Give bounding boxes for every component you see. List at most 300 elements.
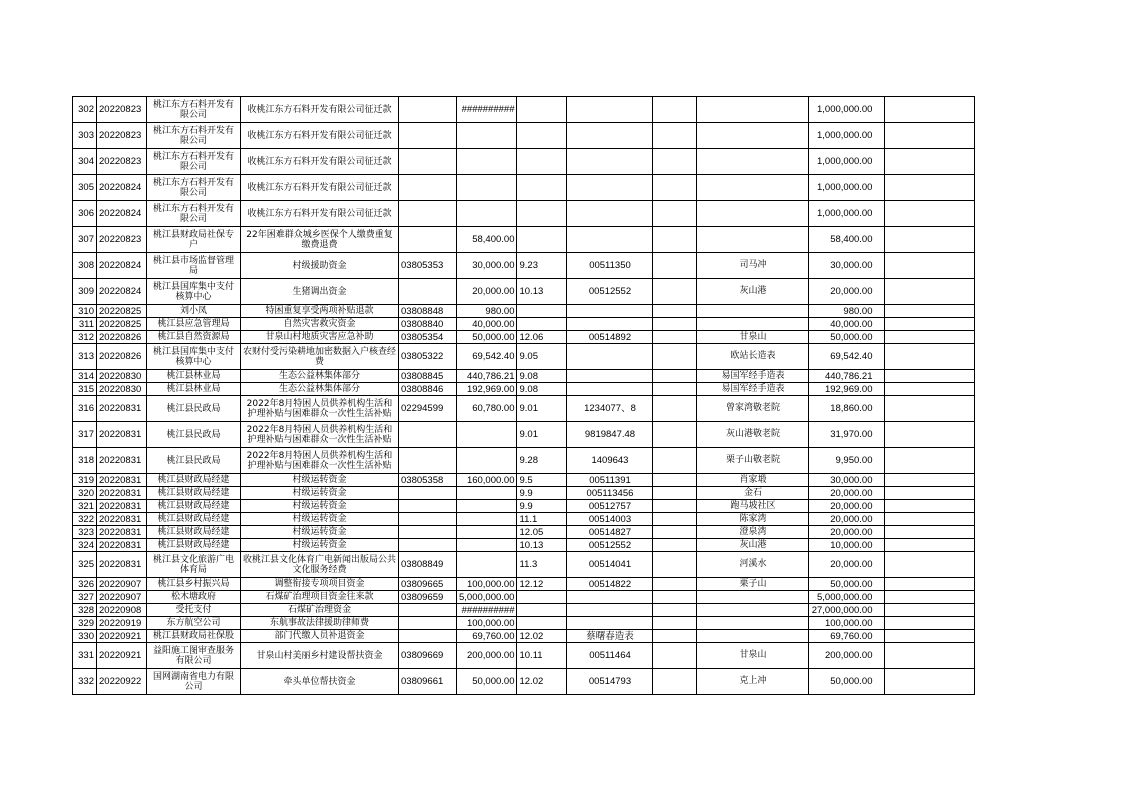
cell-summary: 村级运转资金 [241, 474, 399, 487]
table-row [73, 539, 975, 552]
cell-empty [653, 552, 697, 578]
cell-paid: 18,860.00 [809, 396, 885, 422]
cell-no: 309 [73, 279, 97, 305]
cell-d [517, 149, 567, 175]
table-row [73, 201, 975, 227]
cell-summary: 生猪调出资金 [241, 279, 399, 305]
cell-date: 20220831 [97, 448, 147, 474]
cell-voucher [399, 279, 457, 305]
cell-bill [567, 604, 653, 617]
cell-payee: 易国军经手造表 [697, 383, 809, 396]
cell-summary: 村级运转资金 [241, 513, 399, 526]
cell-date: 20220907 [97, 591, 147, 604]
cell-empty [653, 422, 697, 448]
cell-bill: 00512757 [567, 500, 653, 513]
cell-summary: 调整衔接专项项目资金 [241, 578, 399, 591]
cell-amount: 60,780.00 [457, 396, 517, 422]
cell-empty [885, 370, 975, 383]
cell-no: 303 [73, 123, 97, 149]
cell-d [517, 123, 567, 149]
cell-d [517, 591, 567, 604]
cell-summary: 甘泉山村美丽乡村建设帮扶资金 [241, 643, 399, 669]
cell-voucher [399, 487, 457, 500]
cell-paid: 20,000.00 [809, 513, 885, 526]
table-row [73, 149, 975, 175]
cell-name: 桃江县财政局社保专户 [147, 227, 241, 253]
cell-name: 桃江县乡村振兴局 [147, 578, 241, 591]
cell-d: 9.05 [517, 344, 567, 370]
cell-payee [697, 123, 809, 149]
cell-d: 12.02 [517, 630, 567, 643]
cell-summary: 部门代缴人员补退资金 [241, 630, 399, 643]
cell-empty [653, 669, 697, 695]
cell-summary: 村级运转资金 [241, 539, 399, 552]
cell-empty [885, 591, 975, 604]
cell-voucher [399, 448, 457, 474]
cell-summary: 收桃江东方石料开发有限公司征迁款 [241, 97, 399, 123]
cell-bill: 00512552 [567, 539, 653, 552]
cell-paid: 200,000.00 [809, 643, 885, 669]
cell-empty [885, 305, 975, 318]
cell-summary: 农财付受污染耕地加密数据入户核查经费 [241, 344, 399, 370]
cell-empty [885, 318, 975, 331]
cell-name: 桃江县财政局经建 [147, 526, 241, 539]
cell-summary: 特困重复享受两项补贴退款 [241, 305, 399, 318]
cell-summary: 收桃江东方石料开发有限公司征迁款 [241, 123, 399, 149]
table-row [73, 344, 975, 370]
cell-empty [653, 227, 697, 253]
table-row [73, 331, 975, 344]
cell-date: 20220823 [97, 149, 147, 175]
cell-name: 桃江县林业局 [147, 370, 241, 383]
cell-bill: 00514003 [567, 513, 653, 526]
cell-paid: 30,000.00 [809, 474, 885, 487]
table-row [73, 526, 975, 539]
cell-date: 20220831 [97, 539, 147, 552]
cell-summary: 东航事故法律援助律师费 [241, 617, 399, 630]
cell-payee: 栗子山敬老院 [697, 448, 809, 474]
cell-payee: 灰山港敬老院 [697, 422, 809, 448]
cell-bill: 00514793 [567, 669, 653, 695]
cell-d: 10.11 [517, 643, 567, 669]
cell-summary: 石煤矿治理项目资金往来款 [241, 591, 399, 604]
cell-voucher: 03805322 [399, 344, 457, 370]
cell-bill [567, 175, 653, 201]
cell-payee [697, 318, 809, 331]
cell-payee: 司马冲 [697, 253, 809, 279]
cell-payee: 栗子山 [697, 578, 809, 591]
cell-d [517, 201, 567, 227]
cell-empty [885, 344, 975, 370]
cell-voucher: 03805353 [399, 253, 457, 279]
cell-d [517, 617, 567, 630]
cell-empty [653, 149, 697, 175]
cell-voucher [399, 422, 457, 448]
cell-date: 20220831 [97, 500, 147, 513]
cell-name: 东方航空公司 [147, 617, 241, 630]
cell-empty [653, 331, 697, 344]
cell-no: 316 [73, 396, 97, 422]
cell-bill: 005113456 [567, 487, 653, 500]
cell-amount [457, 539, 517, 552]
cell-name: 桃江县国库集中支付核算中心 [147, 344, 241, 370]
cell-payee: 易国军经手造表 [697, 370, 809, 383]
cell-bill [567, 227, 653, 253]
cell-summary: 收桃江东方石料开发有限公司征迁款 [241, 175, 399, 201]
cell-date: 20220831 [97, 513, 147, 526]
cell-bill [567, 318, 653, 331]
cell-bill [567, 383, 653, 396]
cell-amount: 58,400.00 [457, 227, 517, 253]
cell-date: 20220922 [97, 669, 147, 695]
cell-voucher [399, 500, 457, 513]
table-row [73, 487, 975, 500]
cell-empty [653, 253, 697, 279]
cell-date: 20220908 [97, 604, 147, 617]
cell-name: 桃江县财政局经建 [147, 474, 241, 487]
cell-date: 20220823 [97, 227, 147, 253]
cell-date: 20220826 [97, 344, 147, 370]
cell-empty [653, 279, 697, 305]
cell-payee: 甘泉山 [697, 331, 809, 344]
cell-bill: 00511391 [567, 474, 653, 487]
table-row [73, 123, 975, 149]
cell-amount: 980.00 [457, 305, 517, 318]
cell-voucher [399, 539, 457, 552]
table-row [73, 513, 975, 526]
cell-payee [697, 97, 809, 123]
cell-d [517, 604, 567, 617]
cell-paid: 1,000,000.00 [809, 123, 885, 149]
cell-name: 桃江县自然资源局 [147, 331, 241, 344]
cell-empty [885, 383, 975, 396]
cell-payee [697, 175, 809, 201]
cell-empty [653, 123, 697, 149]
cell-summary: 村级援助资金 [241, 253, 399, 279]
cell-date: 20220826 [97, 331, 147, 344]
cell-voucher: 02294599 [399, 396, 457, 422]
cell-paid: 10,000.00 [809, 539, 885, 552]
cell-no: 304 [73, 149, 97, 175]
cell-no: 317 [73, 422, 97, 448]
cell-empty [653, 474, 697, 487]
cell-name: 国网湖南省电力有限公司 [147, 669, 241, 695]
cell-date: 20220831 [97, 526, 147, 539]
cell-bill: 00514827 [567, 526, 653, 539]
cell-empty [885, 396, 975, 422]
cell-d: 9.5 [517, 474, 567, 487]
table-row [73, 370, 975, 383]
cell-paid: 440,786.21 [809, 370, 885, 383]
cell-empty [653, 344, 697, 370]
cell-empty [653, 630, 697, 643]
cell-empty [653, 370, 697, 383]
cell-d: 10.13 [517, 539, 567, 552]
cell-bill [567, 97, 653, 123]
cell-name: 桃江东方石料开发有限公司 [147, 175, 241, 201]
table-row [73, 279, 975, 305]
cell-amount: 100,000.00 [457, 578, 517, 591]
cell-name: 桃江县应急管理局 [147, 318, 241, 331]
cell-name: 刘小凤 [147, 305, 241, 318]
cell-payee: 灰山港 [697, 279, 809, 305]
cell-paid: 50,000.00 [809, 578, 885, 591]
cell-d: 9.9 [517, 500, 567, 513]
cell-name: 桃江县财政局社保股 [147, 630, 241, 643]
cell-paid: 30,000.00 [809, 253, 885, 279]
cell-empty [885, 513, 975, 526]
cell-d: 9.08 [517, 370, 567, 383]
cell-empty [653, 175, 697, 201]
cell-summary: 收桃江东方石料开发有限公司征迁款 [241, 201, 399, 227]
cell-voucher [399, 227, 457, 253]
cell-empty [653, 526, 697, 539]
cell-name: 桃江县民政局 [147, 448, 241, 474]
cell-date: 20220907 [97, 578, 147, 591]
cell-empty [885, 123, 975, 149]
cell-empty [653, 604, 697, 617]
cell-empty [885, 201, 975, 227]
cell-payee [697, 227, 809, 253]
cell-date: 20220823 [97, 123, 147, 149]
table-row [73, 500, 975, 513]
cell-paid: 27,000,000.00 [809, 604, 885, 617]
cell-name: 桃江县民政局 [147, 422, 241, 448]
cell-payee [697, 201, 809, 227]
cell-paid: 1,000,000.00 [809, 175, 885, 201]
cell-bill: 00511464 [567, 643, 653, 669]
cell-empty [653, 591, 697, 604]
cell-paid: 69,542.40 [809, 344, 885, 370]
cell-no: 329 [73, 617, 97, 630]
cell-date: 20220823 [97, 97, 147, 123]
cell-empty [653, 97, 697, 123]
cell-summary: 收桃江县文化体育广电新闻出版局公共文化服务经费 [241, 552, 399, 578]
cell-payee: 金石 [697, 487, 809, 500]
table-row [73, 591, 975, 604]
cell-paid: 100,000.00 [809, 617, 885, 630]
cell-d: 9.23 [517, 253, 567, 279]
cell-summary: 村级运转资金 [241, 487, 399, 500]
cell-bill [567, 123, 653, 149]
cell-empty [885, 149, 975, 175]
cell-summary: 2022年8月特困人员供养机构生活和护理补贴与困难群众一次性生活补贴 [241, 396, 399, 422]
cell-empty [885, 578, 975, 591]
cell-amount: 20,000.00 [457, 279, 517, 305]
cell-empty [885, 422, 975, 448]
cell-date: 20220824 [97, 253, 147, 279]
cell-name: 桃江县文化旅游广电体育局 [147, 552, 241, 578]
cell-name: 桃江县民政局 [147, 396, 241, 422]
table-row [73, 253, 975, 279]
cell-amount: ########## [457, 604, 517, 617]
cell-no: 319 [73, 474, 97, 487]
cell-amount [457, 422, 517, 448]
cell-no: 322 [73, 513, 97, 526]
cell-no: 323 [73, 526, 97, 539]
cell-empty [653, 539, 697, 552]
cell-paid: 20,000.00 [809, 279, 885, 305]
cell-payee: 灰山港 [697, 539, 809, 552]
cell-summary: 生态公益林集体部分 [241, 383, 399, 396]
cell-empty [653, 578, 697, 591]
cell-summary: 村级运转资金 [241, 526, 399, 539]
cell-no: 324 [73, 539, 97, 552]
cell-no: 306 [73, 201, 97, 227]
cell-name: 桃江东方石料开发有限公司 [147, 201, 241, 227]
cell-no: 307 [73, 227, 97, 253]
cell-date: 20220831 [97, 487, 147, 500]
cell-amount [457, 526, 517, 539]
cell-bill: 00514822 [567, 578, 653, 591]
cell-date: 20220919 [97, 617, 147, 630]
cell-name: 桃江县财政局经建 [147, 513, 241, 526]
cell-voucher: 03809665 [399, 578, 457, 591]
cell-empty [653, 318, 697, 331]
cell-amount: 40,000.00 [457, 318, 517, 331]
cell-summary: 生态公益林集体部分 [241, 370, 399, 383]
cell-empty [885, 669, 975, 695]
cell-name: 桃江东方石料开发有限公司 [147, 97, 241, 123]
cell-empty [885, 97, 975, 123]
cell-d: 12.06 [517, 331, 567, 344]
table-row [73, 578, 975, 591]
cell-voucher [399, 513, 457, 526]
cell-d [517, 227, 567, 253]
cell-empty [885, 552, 975, 578]
cell-voucher: 03805358 [399, 474, 457, 487]
cell-name: 益阳施工图审查服务有限公司 [147, 643, 241, 669]
cell-d: 9.01 [517, 422, 567, 448]
cell-empty [653, 500, 697, 513]
cell-amount [457, 149, 517, 175]
cell-d: 12.05 [517, 526, 567, 539]
cell-amount: 192,969.00 [457, 383, 517, 396]
cell-amount: ########## [457, 97, 517, 123]
cell-paid: 20,000.00 [809, 487, 885, 500]
table-row [73, 552, 975, 578]
cell-d [517, 97, 567, 123]
cell-no: 305 [73, 175, 97, 201]
table-row [73, 318, 975, 331]
cell-empty [653, 201, 697, 227]
cell-bill: 1409643 [567, 448, 653, 474]
cell-voucher: 03809669 [399, 643, 457, 669]
cell-amount [457, 448, 517, 474]
cell-amount: 100,000.00 [457, 617, 517, 630]
cell-amount [457, 500, 517, 513]
cell-paid: 20,000.00 [809, 526, 885, 539]
cell-no: 321 [73, 500, 97, 513]
cell-voucher: 03805354 [399, 331, 457, 344]
cell-payee [697, 617, 809, 630]
cell-bill: 00512552 [567, 279, 653, 305]
cell-no: 330 [73, 630, 97, 643]
table-row [73, 227, 975, 253]
cell-paid: 31,970.00 [809, 422, 885, 448]
cell-no: 318 [73, 448, 97, 474]
cell-payee: 跑马坡社区 [697, 500, 809, 513]
cell-date: 20220824 [97, 279, 147, 305]
cell-paid: 980.00 [809, 305, 885, 318]
cell-d: 9.28 [517, 448, 567, 474]
cell-voucher [399, 617, 457, 630]
table-row [73, 396, 975, 422]
table-row [73, 97, 975, 123]
cell-empty [653, 513, 697, 526]
cell-empty [885, 617, 975, 630]
cell-voucher: 03808846 [399, 383, 457, 396]
cell-bill [567, 370, 653, 383]
cell-name: 受托支付 [147, 604, 241, 617]
cell-amount [457, 513, 517, 526]
table-row [73, 617, 975, 630]
cell-payee: 肖家塅 [697, 474, 809, 487]
cell-empty [885, 487, 975, 500]
ledger-body [73, 97, 975, 695]
cell-name: 桃江东方石料开发有限公司 [147, 149, 241, 175]
cell-voucher [399, 97, 457, 123]
cell-name: 桃江县林业局 [147, 383, 241, 396]
table-row [73, 422, 975, 448]
cell-paid: 5,000,000.00 [809, 591, 885, 604]
table-row [73, 643, 975, 669]
cell-paid: 1,000,000.00 [809, 149, 885, 175]
cell-amount: 30,000.00 [457, 253, 517, 279]
cell-date: 20220825 [97, 305, 147, 318]
cell-amount: 69,542.40 [457, 344, 517, 370]
cell-amount: 160,000.00 [457, 474, 517, 487]
cell-payee: 河溪水 [697, 552, 809, 578]
cell-no: 327 [73, 591, 97, 604]
cell-date: 20220921 [97, 643, 147, 669]
cell-no: 331 [73, 643, 97, 669]
cell-date: 20220824 [97, 201, 147, 227]
cell-d: 11.1 [517, 513, 567, 526]
cell-no: 312 [73, 331, 97, 344]
cell-bill [567, 591, 653, 604]
cell-summary: 22年困难群众城乡医保个人缴费重复缴费退费 [241, 227, 399, 253]
cell-d: 12.12 [517, 578, 567, 591]
cell-d: 11.3 [517, 552, 567, 578]
cell-amount [457, 123, 517, 149]
table-row [73, 669, 975, 695]
cell-payee [697, 604, 809, 617]
cell-d [517, 175, 567, 201]
cell-no: 308 [73, 253, 97, 279]
cell-amount [457, 201, 517, 227]
cell-bill [567, 617, 653, 630]
cell-d: 9.01 [517, 396, 567, 422]
cell-name: 桃江县财政局经建 [147, 539, 241, 552]
cell-payee [697, 630, 809, 643]
cell-amount: 5,000,000.00 [457, 591, 517, 604]
cell-payee [697, 149, 809, 175]
cell-name: 桃江东方石料开发有限公司 [147, 123, 241, 149]
cell-paid: 1,000,000.00 [809, 201, 885, 227]
cell-empty [885, 253, 975, 279]
cell-paid: 40,000.00 [809, 318, 885, 331]
ledger-table [72, 96, 975, 695]
cell-paid: 20,000.00 [809, 500, 885, 513]
cell-empty [885, 643, 975, 669]
cell-date: 20220831 [97, 396, 147, 422]
cell-empty [653, 396, 697, 422]
cell-voucher: 03808840 [399, 318, 457, 331]
cell-voucher [399, 526, 457, 539]
cell-voucher [399, 201, 457, 227]
cell-payee: 欧站长造表 [697, 344, 809, 370]
